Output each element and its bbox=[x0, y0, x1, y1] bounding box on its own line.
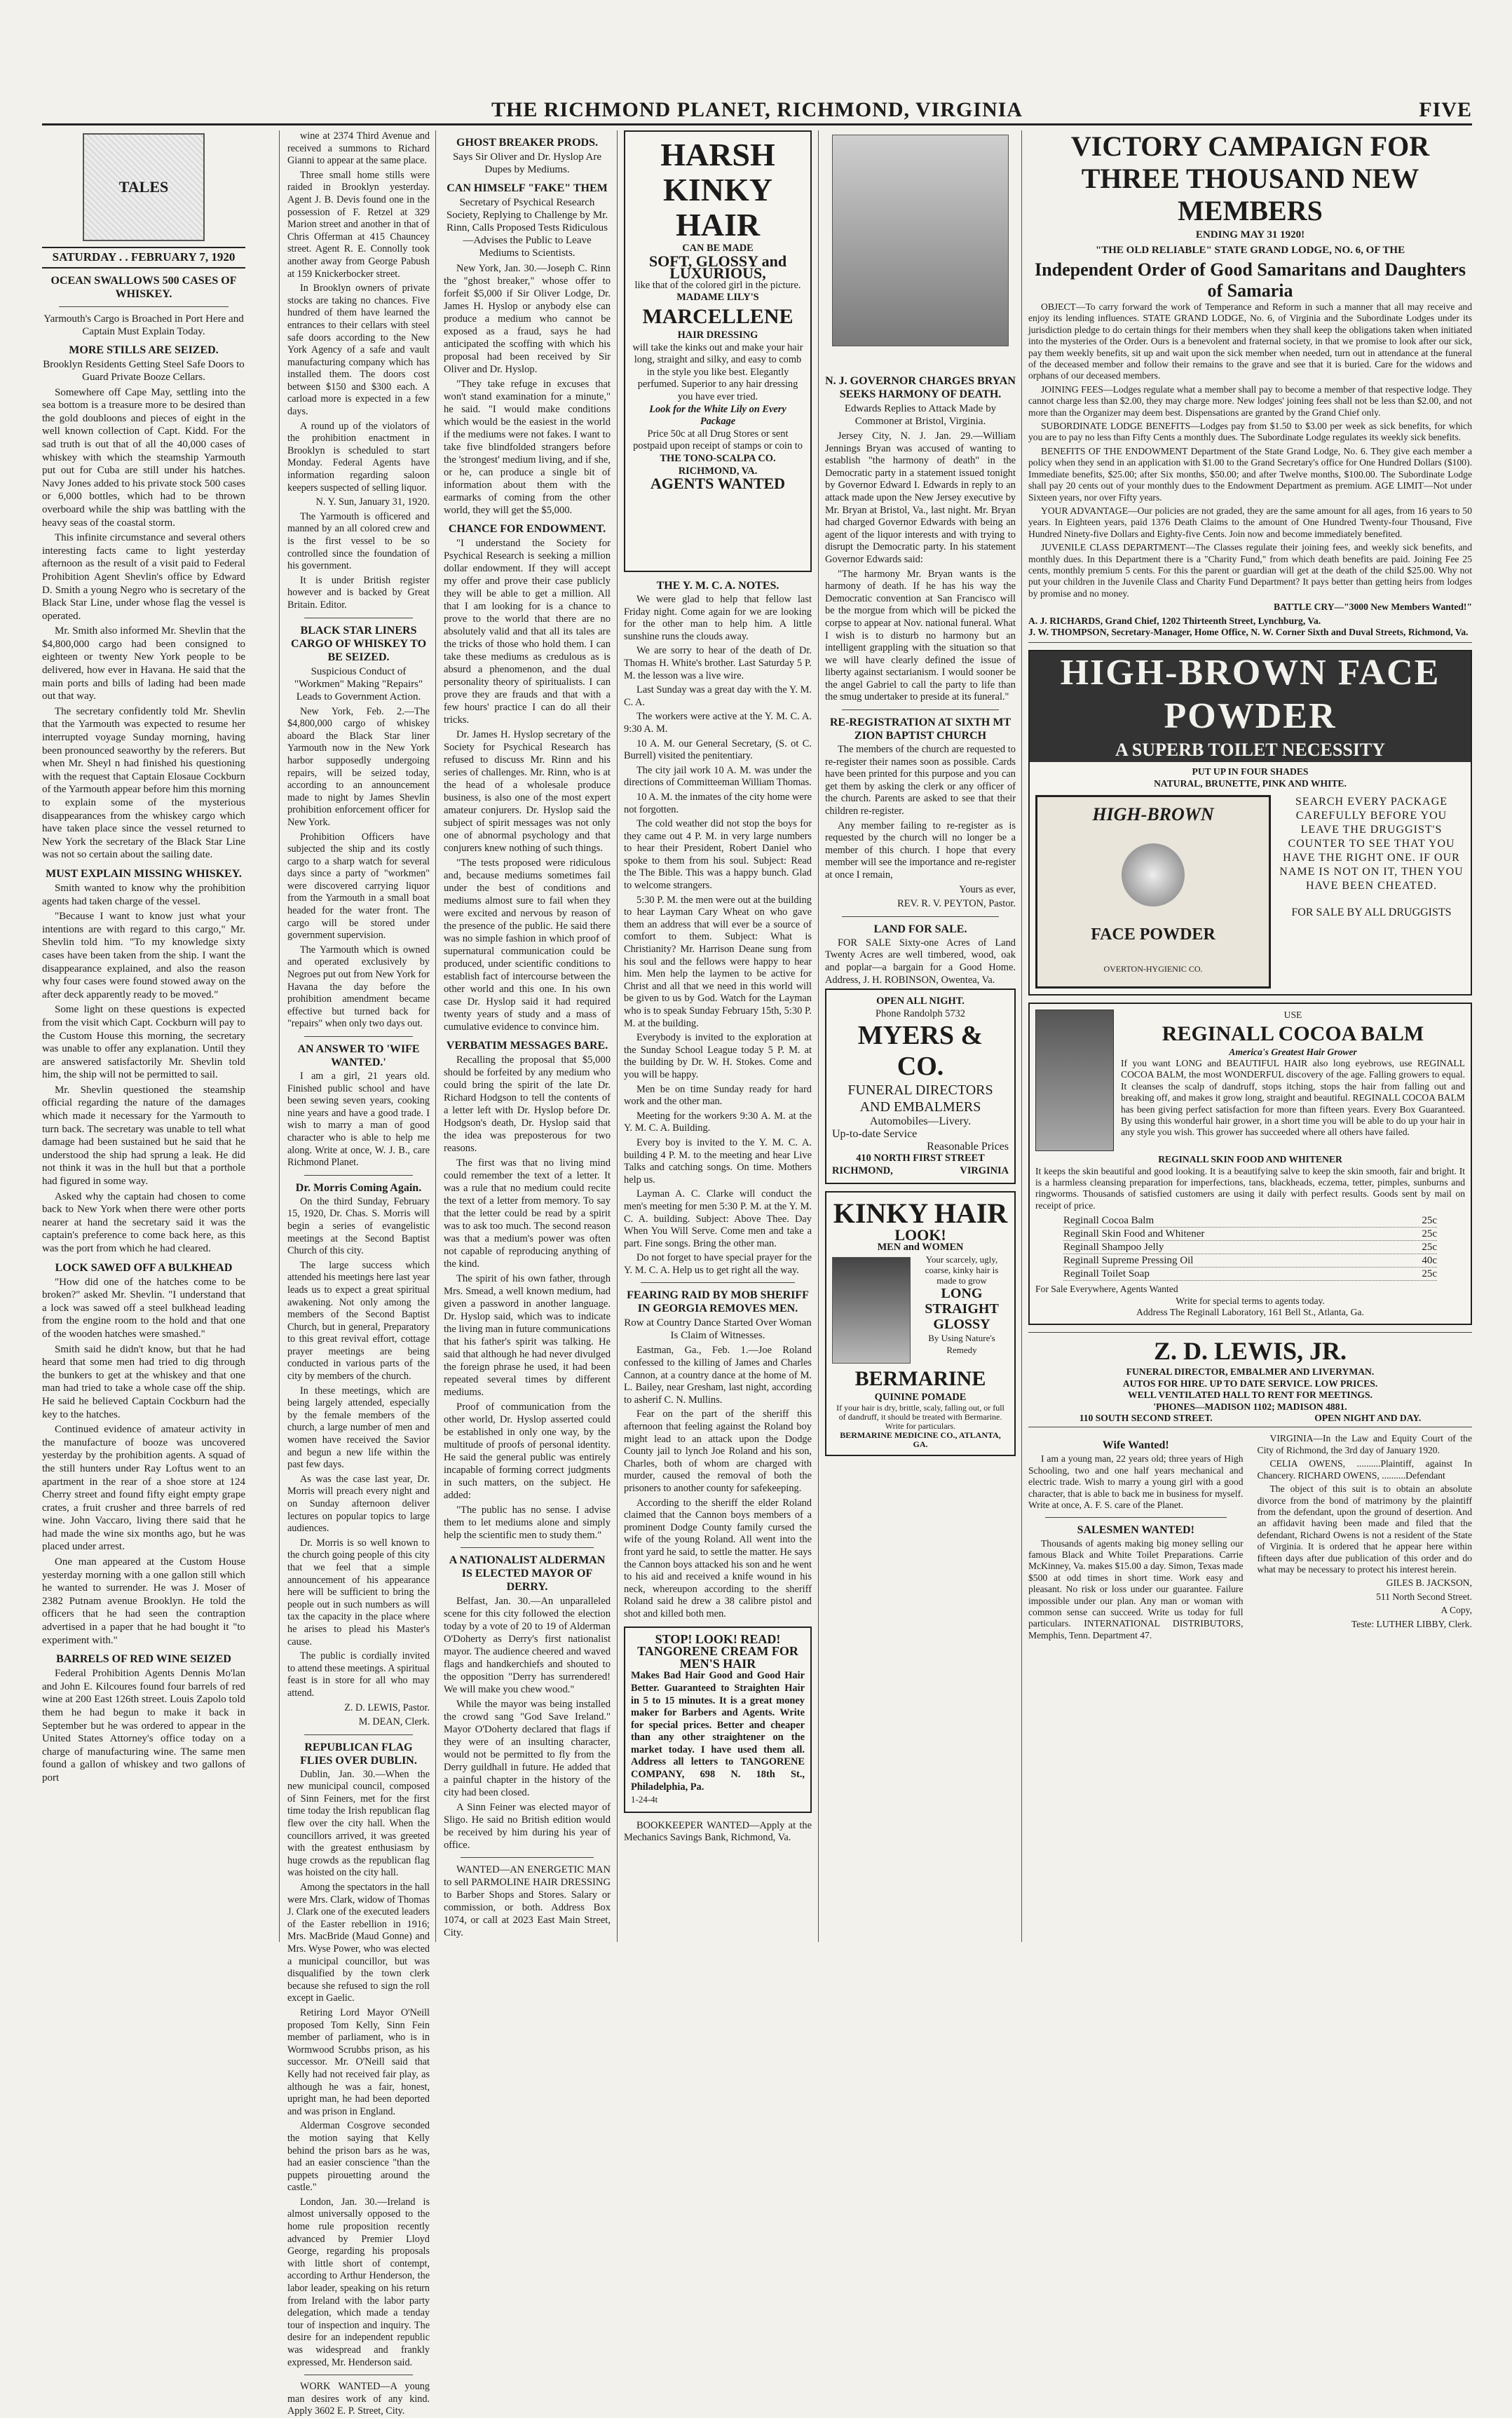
price-item: Reginall Skin Food and Whitener bbox=[1063, 1228, 1205, 1240]
signer: J. W. THOMPSON, Secretary-Manager, Home Office, N. W. Corner Sixth and Duval Streets, Richmond, Va. bbox=[1028, 626, 1469, 637]
box-label-company: OVERTON-HYGIENIC CO. bbox=[1103, 964, 1203, 974]
paragraph: On the third Sunday, February 15, 1920, Dr. Chas. S. Morris will begin a series of evangelistic meetings at the Second Baptist Church of this city. bbox=[287, 1195, 430, 1257]
ad-line: Price 50c at all Drug Stores or sent postpaid upon receipt of stamps or coin to bbox=[633, 428, 803, 452]
column-1 bbox=[42, 130, 245, 1932]
paragraph: The large success which attended his meetings here last year leads us to expect a great spiritual awakening. Not only among the members of the Second Baptist Church, but in general, Preparatory to this great revival effort, cottage prayer meetings are being conducted in various parts of the city by members of the church. bbox=[287, 1259, 430, 1383]
paragraph: BENEFITS OF THE ENDOWMENT Department of the State Grand Lodge, No. 6. They give each member a policy when they send in an application with $1.00 to the Grand Secretary's office for One Hundred Dollars ($100). Immediate benefits, $25.00; after Six months, $50.00; and after Twelve months, $100.00. The Subordinate Lodge shall pay 20 cents out of your monthly dues to the Endowment Department as premium. AGE LIMIT—Not under Sixteen years, nor over Fifty years. bbox=[1028, 445, 1472, 503]
price-row bbox=[1063, 1228, 1437, 1241]
paragraph: JUVENILE CLASS DEPARTMENT—The Classes regulate their joining fees, and weekly sick benefits, and monthly dues. In this Department there is a "Charity Fund," from which death benefits are paid. Joining Fee 25 cents, monthly premium 5 cents. For this the parent or guardian will get at the death of the child $25.00. Why not put your children in the Juvenile Class and Charity Fund Department? It pays better than getting heirs from lodges by promise and no money. bbox=[1028, 542, 1472, 599]
long-hair-woman-image bbox=[1035, 1010, 1114, 1151]
paragraph: Mr. Smith also informed Mr. Shevlin that the $4,800,000 cargo had been consigned to eighteen or twenty New York people to be delivered, how ever in Havana. He said that the main ports and bills of lading had been made out that way. bbox=[42, 625, 245, 702]
paragraph: The cold weather did not stop the boys for they came out 4 P. M. in very large numbers to hear their President, Robert Daniel who spoke to them from his soul. Subject: Read the The Bible. This was a happy bunch. Glad to welcome strangers. bbox=[624, 818, 812, 892]
paragraph: Recalling the proposal that $5,000 should be forfeited by any medium who could bring the spirit of the late Dr. Richard Hodgson to tell the contents of a letter left with Dr. Hyslop before Dr. Hodgson's death, Dr. Hyslop said that the idea was preposterous for two reasons. bbox=[444, 1054, 611, 1154]
ad-line: Reasonable Prices bbox=[927, 1140, 1009, 1153]
ad-line: MEN and WOMEN bbox=[877, 1241, 964, 1253]
column-6 bbox=[1028, 130, 1472, 1932]
ad-line: RICHMOND, VA. bbox=[678, 465, 758, 477]
classified-ad: FOR SALE Sixty-one Acres of Land Twenty Acres are well timbered, wood, oak and poplar—a bargain for a Good Home. Address, J. H. ROBINSON, Owentea, Va. bbox=[825, 937, 1016, 986]
paragraph: "How did one of the hatches come to be broken?" asked Mr. Shevlin. "I understand that a lock was sawed off a steel bulkhead leading from the engine room to the hold and that one of the wooden hatches were smashed." bbox=[42, 1276, 245, 1340]
signature: M. DEAN, Clerk. bbox=[358, 1716, 430, 1728]
paragraph: In Brooklyn owners of private stocks are taking no chances. Five hundred of them have learned the entrances to their cellars with steel safe doors according to the New York Agency of a safe and vault manufacturing company which has installed them. The doors cost between $150 and $300 each. A carload more is expected in a few days. bbox=[287, 283, 430, 418]
paragraph: Any member failing to re-register as is requested by the church will no longer be a member of this church. I hope that every member will see the importance and re-register at once I remain, bbox=[825, 820, 1016, 881]
subheadline: CAN HIMSELF "FAKE" THEM bbox=[447, 182, 608, 194]
price-item: Reginall Cocoa Balm bbox=[1063, 1215, 1155, 1227]
paragraph: Dr. James H. Hyslop secretary of the Society for Psychical Research has refused to discuss Mr. Rinn and his series of challenges. Mr. Rinn, who is at the head of a wholesale produce business, is also one of the most expert amateur conjurers. Dr. Hyslop said the subject of spirit messages was not only one of abnormal psychology and that conjurers knew nothing of such things. bbox=[444, 729, 611, 854]
paragraph: It is under British register however and is backed by Great Britain. Editor. bbox=[287, 574, 430, 611]
banner-organization: Independent Order of Good Samaritans and Daughters of Samaria bbox=[1035, 259, 1466, 301]
headline: OCEAN SWALLOWS 500 CASES OF WHISKEY. bbox=[50, 274, 237, 300]
headline: AN ANSWER TO 'WIFE WANTED.' bbox=[297, 1043, 420, 1068]
battle-cry: BATTLE CRY—"3000 New Members Wanted!" bbox=[1274, 602, 1472, 613]
ad-line: OPEN NIGHT AND DAY. bbox=[1314, 1413, 1422, 1424]
classified-ad: BOOKKEEPER WANTED—Apply at the Mechanics Savings Bank, Richmond, Va. bbox=[624, 1819, 812, 1844]
paragraph: I am a girl, 21 years old. Finished public school and have been sewing seven years, cooking nine years and have a good trade. I wish to marry a man of good character who is able to help me along. Write at once, W. J. B., care Richmond Planet. bbox=[287, 1071, 430, 1169]
paragraph: "The harmony Mr. Bryan wants is the harmony of death. If he has his way the Democratic convention at San Francisco will be the morgue from which will be picked the corpse to appear at Nov. national funeral. What I wish is to disturb no harmony but an intelligent grappling with the situation so that we will have clearly defined the issue of liberty against sectarianism. I would sooner be the angel Gabriel to call the party to life than the smug undertaker to preside at its funeral." bbox=[825, 568, 1016, 703]
bermarine-hair-ad bbox=[825, 1191, 1016, 1456]
price-item: Reginall Shampoo Jelly bbox=[1063, 1242, 1164, 1254]
woman-portrait-image bbox=[832, 1257, 911, 1364]
box-label-top: HIGH-BROWN bbox=[1092, 803, 1214, 824]
ad-line: BERMARINE MEDICINE CO., ATLANTA, GA. bbox=[840, 1430, 1001, 1450]
tangorene-ad bbox=[624, 1626, 812, 1813]
column-rule bbox=[1021, 130, 1022, 1942]
paragraph: One man appeared at the Custom House yesterday morning with a one gallon still which he wanted to surrender. He was J. Moser of 2382 Putnam avenue Brooklyn. He told the officers that he had seen the contraption advertised in a paper that he had bought it "to experiment with." bbox=[42, 1556, 245, 1646]
paragraph: "The tests proposed were ridiculous and, because mediums sometimes fail under the best of conditions and mediums almost sure to fail when they were excited and nervous by reason of the presence of the public. He said there was no simple fashion in which proof of supernatural communication could be produced, under scientific conditions to establish fact of intercourse between the other world and this one. In his own case Dr. Hyslop said it had required twenty years of study and a mass of cumulative evidence to convince him. bbox=[444, 857, 611, 1033]
subheadline: Says Sir Oliver and Dr. Hyslop Are Dupes by Mediums. bbox=[452, 151, 602, 175]
paragraph: I am a young man, 22 years old; three years of High Schooling, two and one half years mechanical and electric trade. Wish to marry a young girl with a good character, that is able to back me in business for myself. Write at once, A. F. S. care of the Planet. bbox=[1028, 1453, 1244, 1511]
paragraph: Every boy is invited to the Y. M. C. A. building 4 P. M. to the meeting and hear Live Talks and catching songs. On time. Mothers help us. bbox=[624, 1136, 812, 1186]
headline: LAND FOR SALE. bbox=[873, 923, 967, 935]
headline: MUST EXPLAIN MISSING WHISKEY. bbox=[46, 867, 242, 880]
paragraph: The first was that no living mind could remember the text of a letter. It was a rule that no medium could recite the text of a letter from memory. To say that the letter could be read by a spirit was to ask too much. The second reason was that a medium's power was often not capable of reproducing anything of the kind. bbox=[444, 1157, 611, 1270]
headline: N. J. GOVERNOR CHARGES BRYAN SEEKS HARMONY OF DEATH. bbox=[825, 375, 1016, 400]
ad-line: AGENTS WANTED bbox=[650, 475, 786, 493]
ad-warning: SEARCH EVERY PACKAGE CAREFULLY BEFORE YOU LEAVE THE DRUGGIST'S COUNTER TO SEE THAT YOU HAVE THE RIGHT ONE. IF OUR NAME IS NOT ON IT, THEN YOU HAVE BEEN CHEATED. bbox=[1279, 796, 1464, 892]
paragraph: The workers were active at the Y. M. C. A. 9:30 A. M. bbox=[624, 711, 812, 735]
price-item: Reginall Toilet Soap bbox=[1063, 1268, 1150, 1280]
paragraph: Jersey City, N. J. Jan. 29.—William Jennings Bryan was accused of wanting to establish "the harmony of death" in the Democratic party in a statement issued tonight by Governor Edward I. Edwards in reply to an attack made upon the New Jersey executive by Mr. Bryan at Bristol, Va., last night. Mr. Bryan had charged Governor Edwards with being an agent of the liquor interests and with trying to disrupt the Democratic party. In his statement Governor Edwards said: bbox=[825, 430, 1016, 565]
column-rule bbox=[435, 130, 436, 1942]
column-3 bbox=[444, 130, 611, 1938]
ad-line: LONG STRAIGHT GLOSSY bbox=[925, 1285, 999, 1332]
headline: Wife Wanted! bbox=[1102, 1439, 1169, 1452]
banner-line: ENDING MAY 31 1920! bbox=[1195, 229, 1305, 240]
classified-ad: WORK WANTED—A young man desires work of any kind. Apply 3602 E. P. Street, City. bbox=[287, 2381, 430, 2417]
ad-line: Makes Bad Hair Good and Good Hair Better. Guaranteed to Straighten Hair in 5 to 15 minutes. It is a great money maker for Barbers and Agents. Write for special prices. Better and cheaper than any other straightener on the market today. I have used them all. Address all letters to TANGORENE COMPANY, 698 N. 18th St., Philadelphia, Pa. bbox=[631, 1670, 805, 1793]
ad-brand: MARCELLENE bbox=[642, 304, 794, 328]
column-5 bbox=[825, 130, 1016, 1932]
paragraph: Proof of communication from the other world, Dr. Hyslop asserted could be established in only one way, by the multitude of proofs of personal identity. He said the general public was entirely incapable of forming correct judgments in such matters, on the subject. He added: bbox=[444, 1401, 611, 1501]
ad-line: 'PHONES—MADISON 1102; MADISON 4881. bbox=[1153, 1401, 1347, 1412]
paragraph: Fear on the part of the sheriff this afternoon that feeling against the Roland boy might lead to an attack upon the Dodge County jail to lynch Joe Roland and his son, Charles, both of whom are charged with murder, caused the removal of both the prisoners to another county for safekeeping. bbox=[624, 1408, 812, 1494]
ad-brand: BERMARINE bbox=[854, 1366, 986, 1390]
paragraph: OBJECT—To carry forward the work of Temperance and Reform in such a manner that all may receive and enjoy its lending influences. STATE GRAND LODGE, No. 6, of Virginia and the Subordinate Lodges under its jurisdiction pledge to do certain things for their members when they shall keep the obligations taken when initiated into the mysteries of the Order. Ours is a benevolent and fraternal society, in that we promise to look after our sick, pay them weekly benefits, sit up and wait upon the sick member when needed, turn out in attendance at the funeral of the deceased member and follow their remains to the grave and see that it is buried. Care for the widows and orphans of our deceased members. bbox=[1028, 301, 1472, 381]
high-brown-face-powder-ad bbox=[1028, 650, 1472, 996]
ad-line: PUT UP IN FOUR SHADES bbox=[1192, 766, 1309, 777]
ad-line: By Using Nature's Remedy bbox=[928, 1332, 995, 1356]
paragraph: As was the case last year, Dr. Morris will preach every night and on Sunday afternoon deliver lectures on popular topics to large audiences. bbox=[287, 1473, 430, 1535]
paragraph: Thousands of agents making big money selling our famous Black and White Toilet Preparations. Carrie McKinney, Va. makes $15.00 a day. Simon, Texas made $500 at odd times in short time. Work easy and pleasant. No risk or loss under our guarantee. Failure impossible under our plan. Any man or woman with common sense can succeed. Write us today for full particulars. INTERNATIONAL DISTRIBUTORS, Memphis, Tenn. Department 47. bbox=[1028, 1537, 1244, 1641]
ad-title: REGINALL COCOA BALM bbox=[1162, 1021, 1424, 1045]
paragraph: Smith said he didn't know, but that he had heard that some men had tried to dig through the bunkers to get at the whiskey and that one man had tried to take a whole case off the ship. He said he believed Captain Cockburn had the key to the hatches. bbox=[42, 1343, 245, 1420]
headline: CHANCE FOR ENDOWMENT. bbox=[448, 523, 606, 535]
page-number: FIVE bbox=[1419, 98, 1472, 121]
column-2 bbox=[287, 130, 430, 2417]
paragraph: Alderman Cosgrove seconded the motion saying that Kelly behind the prison bars as he was, had an easier conscience "than the puppets pirouetting around the castle." bbox=[287, 2120, 430, 2194]
ad-line: Write for special terms to agents today. bbox=[1176, 1295, 1325, 1306]
reginall-cocoa-balm-ad bbox=[1028, 1003, 1472, 1325]
paragraph: Last Sunday was a great day with the Y. M. C. A. bbox=[624, 684, 812, 708]
paragraph: The object of this suit is to obtain an absolute divorce from the bond of matrimony by the plaintiff from the defendant, upon the ground of desertion. And an affidavit having been made and filed that the defendant, Richard Owens is not a resident of the State of Virginia. It is ordered that he appear here within fifteen days after due publication of this order and do what may be necessary to protect his interest herein. bbox=[1257, 1483, 1472, 1575]
signature: 511 North Second Street. bbox=[1376, 1591, 1472, 1602]
paragraph: VIRGINIA—In the Law and Equity Court of the City of Richmond, the 3rd day of January 1920. bbox=[1257, 1433, 1472, 1455]
ad-line: QUININE POMADE bbox=[874, 1391, 967, 1403]
subheadline: Suspicious Conduct of "Workmen" Making "Repairs" Leads to Government Action. bbox=[294, 665, 423, 702]
paragraph: Dublin, Jan. 30.—When the new municipal council, composed of Sinn Feiners, met for the first time today the Irish republican flag flew over the city hall. When the councillors arrived, it was greeted with the greatest enthusiasm by huge crowds as the republican flag was hoisted on the city hall. bbox=[287, 1768, 430, 1879]
lodge-building-illustration bbox=[832, 135, 1009, 346]
price-row bbox=[1063, 1254, 1437, 1268]
price-value: 25c bbox=[1422, 1268, 1437, 1280]
ad-title: MYERS & CO. bbox=[857, 1021, 983, 1082]
headline: REPUBLICAN FLAG FLIES OVER DUBLIN. bbox=[300, 1741, 417, 1767]
issue-date: SATURDAY . . FEBRUARY 7, 1920 bbox=[42, 247, 245, 269]
ad-line: Address The Reginall Laboratory, 161 Bell St., Atlanta, Ga. bbox=[1136, 1307, 1364, 1318]
ad-line: THE TONO-SCALPA CO. bbox=[660, 452, 776, 464]
paragraph: Everybody is invited to the exploration at the Sunday School League today 5 P. M. at the building by Dr. W. H. Stokes. Come and you will be happy. bbox=[624, 1032, 812, 1080]
ad-line: Your scarcely, ugly, coarse, kinky hair is made to grow bbox=[925, 1254, 999, 1286]
ad-line: will take the kinks out and make your hair long, straight and silky, and easy to comb in the style you like best. Elegantly perfumed. Superior to any hair dressing you have ever tried. bbox=[632, 341, 803, 402]
column-4 bbox=[624, 130, 812, 1932]
paragraph: Men be on time Sunday ready for hard work and the other man. bbox=[624, 1083, 812, 1108]
ad-line: USE bbox=[1283, 1010, 1302, 1021]
headline: GHOST BREAKER PRODS. bbox=[456, 137, 598, 149]
column-logo-image: TALES bbox=[83, 133, 205, 241]
headline: SALESMEN WANTED! bbox=[1077, 1523, 1194, 1536]
paragraph: "Because I want to know just what your intentions are with regard to this cargo," Mr. Shevlin told him. "To my knowledge sixty cases have been taken from the ship. I want the disappearance explained, and also the reason why four cases were found stowed away on the after deck apparently ready to be moved." bbox=[42, 911, 245, 1000]
ad-line: CAN BE MADE bbox=[682, 243, 754, 254]
column-rule bbox=[617, 130, 618, 1942]
ad-body: If you want LONG and BEAUTIFUL HAIR also long eyebrows, use REGINALL COCOA BALM, the most WONDERFUL discovery of the age. Falling growers to equal. It cleanses the scalp of dandruff, stops itching, stops the hair from falling out and breaking off, and makes it grow long, straight and beautiful. REGINALL COCOA BALM has been giving perfect satisfaction for more than fifteen years. Every Box Guaranteed. By using this wonderful hair grower, in a short time you will be able to do up your hair in any style you wish. This grower has succeeded where all others have failed. bbox=[1121, 1058, 1465, 1138]
paragraph: Retiring Lord Mayor O'Neill proposed Tom Kelly, Sinn Fein member of parliament, who is in Wormwood Scrubbs prison, as his successor. Mr. O'Neill said that Kelly had not received fair play, as although he was a fair, honest, upright man, he had been deported and was prison in England. bbox=[287, 2006, 430, 2117]
ad-line: 410 NORTH FIRST STREET bbox=[856, 1153, 985, 1164]
ad-title: TANGORENE CREAM FOR MEN'S HAIR bbox=[637, 1644, 798, 1671]
ad-line: If your hair is dry, brittle, scaly, falling out, or full of dandruff, it should be treated with Bermarine. Write for particulars. bbox=[836, 1403, 1004, 1432]
newspaper-title: THE RICHMOND PLANET, RICHMOND, VIRGINIA bbox=[491, 98, 1023, 121]
box-label-bottom: FACE POWDER bbox=[1091, 925, 1215, 944]
ad-line: Look for the White Lily on Every Package bbox=[649, 403, 786, 428]
subheadline: Edwards Replies to Attack Made by Commoner at Bristol, Virginia. bbox=[844, 403, 997, 427]
z-d-lewis-ad bbox=[1028, 1332, 1472, 1427]
ad-line: HAIR DRESSING bbox=[677, 329, 758, 341]
paragraph: "The public has no sense. I advise them to let mediums alone and simply help the scientific men to study them." bbox=[444, 1505, 611, 1541]
paragraph: Layman A. C. Clarke will conduct the men's meeting for men 5:30 P. M. at the Y. M. C. A. building. Subject: Above Thee. Day When You Will Serve. Come men and take a part. Fine songs. Bring the other man. bbox=[624, 1188, 812, 1249]
ad-line: RICHMOND, bbox=[832, 1164, 893, 1176]
ad-line: FOR SALE BY ALL DRUGGISTS bbox=[1291, 906, 1452, 919]
price-list bbox=[1063, 1214, 1437, 1281]
column-rule bbox=[818, 130, 819, 1942]
paragraph: A round up of the violators of the prohibition enactment in Brooklyn is scheduled to start Monday. Federal Agents have information regarding saloon keepers suspected of selling liquor. bbox=[287, 420, 430, 494]
masthead bbox=[42, 98, 1472, 125]
paragraph: 10 A. M. the inmates of the city home were not forgotten. bbox=[624, 791, 812, 815]
paragraph: Federal Prohibition Agents Dennis Mo'lan and John E. Kilcoures found four barrels of red wine at 200 East 126th street. Louis Zapolo told them he had begun to make it back in September but he was ordered to appear in the United States Attorney's office today on a charge of manufacturing wine. The same men found a gallon of whiskey and two gallons of port bbox=[42, 1668, 245, 1784]
headline: BARRELS OF RED WINE SEIZED bbox=[56, 1653, 231, 1666]
signature: Yours as ever, bbox=[959, 883, 1016, 895]
paragraph: Belfast, Jan. 30.—An unparalleled scene for this city followed the election today by a vote of 20 to 19 of Alderman O'Doherty as Derry's first nationalist mayor. The audience cheered and waved flags and handkerchiefs and shouted to the opposition "Derry has surrendered! We will make you chew wood." bbox=[444, 1596, 611, 1695]
paragraph: wine at 2374 Third Avenue and received a summons to Richard Gianni to appear at the same place. bbox=[287, 130, 430, 167]
subheadline: Brooklyn Residents Getting Steel Safe Doors to Guard Private Booze Cellars. bbox=[43, 358, 245, 383]
byline: N. Y. Sun, January 31, 1920. bbox=[315, 496, 430, 508]
paragraph: The members of the church are requested to re-register their names soon as possible. Cards have been printed for this purpose and you can get them by asking the clerk or any officer of the church. Parents are asked to see that their children re-register. bbox=[825, 744, 1016, 817]
paragraph: 5:30 P. M. the men were out at the building to hear Layman Cary Wheat on who gave them an address that will ever be a source of comfort to them. Subject: What is Christianity? Mr. Harrison Deane sung from his soul and the fellows were happy to hear him. Men help the laymen to be active for Christ and all that we need in this world will be given to us by God. Watch for the Layman who is to speak Sunday February 15th, 5:30 P. M. at the building. bbox=[624, 894, 812, 1029]
ad-subtitle: REGINALL SKIN FOOD AND WHITENER bbox=[1158, 1154, 1342, 1165]
paragraph: New York, Feb. 2.—The $4,800,000 cargo of whiskey aboard the Black Star liner Yarmouth now in the New York harbor supposedly undergoing repairs, will be seized today, according to an announcement made to night by James Shevlin prohibition enforcement officer for New York. bbox=[287, 705, 430, 828]
banner-line: "THE OLD RELIABLE" STATE GRAND LODGE, NO. 6, OF THE bbox=[1095, 245, 1405, 256]
paragraph: Prohibition Officers have subjected the ship and its costly cargo to a sharp watch for several days since a party of "workmen" were discovered carrying liquor from the Yarmouth in a small boat headed for the water front. The cargo will be stored under government supervision. bbox=[287, 831, 430, 942]
paragraph: "I understand the Society for Psychical Research is seeking a million dollar endowment. If they will accept my offer and prove their case publicly they will be able to get a million. All that I am looking for is a chance to prove to the world that there are no absolutely valid and that all its tales are the tricks of those who hold them. I can take these mediums as credulous as is absurd a phenomenon, and the dual personality theory of spiritualists. I can prove they are frauds and that with a few hours' practice I can do all their tricks. bbox=[444, 538, 611, 726]
paragraph: The public is cordially invited to attend these meetings. A spiritual feast is in store for all who may attend. bbox=[287, 1650, 430, 1699]
paragraph: Eastman, Ga., Feb. 1.—Joe Roland confessed to the killing of James and Charles Cannon, at a country dance at the home of M. L. Bailey, near Gresham, last night, according to asherif C. N. Mullins. bbox=[624, 1345, 812, 1406]
headline: LOCK SAWED OFF A BULKHEAD bbox=[55, 1261, 233, 1274]
ad-code: 1-24-4t bbox=[631, 1794, 658, 1805]
signature: GILES B. JACKSON, bbox=[1386, 1577, 1472, 1589]
ad-title: HARSH KINKY HAIR bbox=[660, 137, 775, 243]
ad-line: OPEN ALL NIGHT. bbox=[876, 996, 965, 1007]
paragraph: The spirit of his own father, through Mrs. Smead, a well known medium, had given a password in another language. Dr. Hyslop said, which was to indicate the living man in future communications that his father's spirit was talking. He said that although he had never divulged the foreign phrase he used, it had been repeated several times by different mediums. bbox=[444, 1273, 611, 1398]
paragraph: According to the sheriff the elder Roland claimed that the Cannon boys members of a prominent Dodge County family cursed the wife of the young Roland. All went into the front yard he said, to settle the matter. He says the Cannon boys attacked his son and he went to his aid and received a knife wound in his neck, whereupon according to the sheriff Roland said he drew a 38 calibre pistol and shot and killed both men. bbox=[624, 1497, 812, 1619]
subheadline: Secretary of Psychical Research Society, Replying to Challenge by Mr. Rinn, Calls Proposed Tests Ridiculous—Advises the Public to Leave Mediums to Scientists. bbox=[446, 197, 608, 259]
ad-title: HIGH-BROWN FACE POWDER bbox=[1030, 651, 1471, 738]
signer: A. J. RICHARDS, Grand Chief, 1202 Thirteenth Street, Lynchburg, Va. bbox=[1028, 615, 1321, 626]
paragraph: YOUR ADVANTAGE—Our policies are not graded, they are the same amount for all ages, from 16 years to 50 years. In Eighteen years, paid 1376 Death Claims to the amount of One Hundred Twenty-four Thousand, Five Hundred Ninety-five Dollars and Eighty-five Cents. Join now and become immediately benefited. bbox=[1028, 505, 1472, 539]
paragraph: Mr. Shevlin questioned the steamship official regarding the nature of the damages which made it necessary for the Yarmouth to turn back. The secretary was unable to tell what damage had been sustained but he said that he understood the ship had sprung a leak. He did not think it was in the hull but that a porthole had figured in some way. bbox=[42, 1084, 245, 1188]
paragraph: We were glad to help that fellow last Friday night. Come again for we are looking for the other man to help him. A little sunshine runs the clouds away. bbox=[624, 594, 812, 642]
ad-line: For Sale Everywhere, Agents Wanted bbox=[1035, 1284, 1178, 1295]
price-row bbox=[1063, 1214, 1437, 1228]
good-samaritans-banner bbox=[1028, 130, 1472, 643]
ad-line: Automobiles—Livery. bbox=[869, 1115, 972, 1128]
subheadline: Yarmouth's Cargo is Broached in Port Here and Captain Must Explain Today. bbox=[43, 313, 244, 337]
price-value: 25c bbox=[1422, 1228, 1437, 1240]
paragraph: Dr. Morris is so well known to the church going people of this city that we feel that a simple announcement of his appearance here will be sufficient to bring the people out in such numbers as will tax the capacity in the place where he arises to plead his Master's cause. bbox=[287, 1537, 430, 1648]
headline: VERBATIM MESSAGES BARE. bbox=[446, 1040, 608, 1052]
ad-line: NATURAL, BRUNETTE, PINK AND WHITE. bbox=[1154, 777, 1347, 789]
headline: RE-REGISTRATION AT SIXTH MT ZION BAPTIST CHURCH bbox=[829, 716, 1012, 742]
price-value: 40c bbox=[1422, 1255, 1437, 1267]
paragraph: The secretary confidently told Mr. Shevlin that the Yarmouth was expected to resume her interrupted voyage Sunday morning, having been pronounced seaworthy by the referers. But when Mr. Sheyl n had finished his questioning with the request that Captain Elosaue Cockburn of the Yarmouth appear before him this morning to explain some of the mysterious disappearances from the whiskey cargo which have taken place since the vessel returned to New York the secretary of the Black Star Line was not so certain about the sailing date. bbox=[42, 705, 245, 861]
marcellene-hair-ad bbox=[624, 130, 812, 572]
ad-line: VIRGINIA bbox=[960, 1164, 1009, 1176]
headline: Dr. Morris Coming Again. bbox=[295, 1181, 422, 1194]
signature: Z. D. LEWIS, Pastor. bbox=[344, 1702, 430, 1713]
paragraph: Smith wanted to know why the prohibition agents had taken charge of the vessel. bbox=[42, 882, 245, 907]
ad-body: It keeps the skin beautiful and good looking. It is a beautifying salve to keep the skin smooth, fair and bright. It is a harmless cleansing preparation for imperfections, tans, blackheads, eczema, tetter, pimples, sunburns and ringworms. Thousands of satisfied customers are using it daily with perfect results. Goods sent by mail on receipt of price. bbox=[1035, 1165, 1465, 1211]
price-item: Reginall Supreme Pressing Oil bbox=[1063, 1255, 1194, 1267]
paragraph: This infinite circumstance and several others interesting facts came to light yesterday afternoon as the result of a visit paid to Federal Prohibition Agent Shevlin's office by Edward D. Smith a young Negro who is secretary of the Black Star Line, under whose flag the vessel is operated. bbox=[42, 532, 245, 622]
ad-line: FUNERAL DIRECTORS AND EMBALMERS bbox=[847, 1082, 993, 1115]
paragraph: The city jail work 10 A. M. was under the directions of Committeeman William Thomas. bbox=[624, 764, 812, 789]
ad-line: SOFT, GLOSSY and LUXURIOUS, bbox=[648, 252, 787, 283]
subheadline: MORE STILLS ARE SEIZED. bbox=[69, 344, 219, 356]
ad-subtitle: America's Greatest Hair Grower bbox=[1229, 1046, 1357, 1057]
headline: BLACK STAR LINERS CARGO OF WHISKEY TO BE SEIZED. bbox=[290, 624, 427, 663]
signature: A Copy, bbox=[1441, 1605, 1472, 1616]
price-row bbox=[1063, 1241, 1437, 1254]
paragraph: "They take refuge in excuses that won't stand examination for a minute," he said. "I would make conditions which would be the easiest in the world if the mediums were not fakes. I want to take five blindfolded strangers before the 'strongest' medium living, and if she, or he, can produce a single bit of information about them with the earmarks of coming from the other world, they will get the $5,000. bbox=[444, 379, 611, 516]
paragraph: The Yarmouth is officered and manned by an all colored crew and is the first vessel to be so controlled since the foundation of his government. bbox=[287, 510, 430, 572]
powder-box-illustration bbox=[1035, 795, 1271, 989]
signature: REV. R. V. PEYTON, Pastor. bbox=[897, 898, 1016, 910]
price-value: 25c bbox=[1422, 1215, 1437, 1227]
paragraph: Among the spectators in the hall were Mrs. Clark, widow of Thomas J. Clark one of the executed leaders of the Easter rebellion in 1916; Mrs. MacBride (Maud Gonne) and Mrs. Wyse Power, who was elected a municipal councillor, but was disqualified by the town clerk because she refused to sign the roll except in Gaelic. bbox=[287, 1882, 430, 2004]
myers-funeral-ad bbox=[825, 989, 1016, 1184]
ad-line: AUTOS FOR HIRE. UP TO DATE SERVICE. LOW PRICES. bbox=[1122, 1378, 1378, 1389]
signature: Teste: LUTHER LIBBY, Clerk. bbox=[1351, 1618, 1472, 1629]
ad-line: like that of the colored girl in the picture. bbox=[634, 279, 801, 291]
banner-title: VICTORY CAMPAIGN FOR THREE THOUSAND NEW MEMBERS bbox=[1070, 130, 1430, 226]
column-rule bbox=[279, 130, 280, 1942]
ad-line: FUNERAL DIRECTOR, EMBALMER AND LIVERYMAN. bbox=[1126, 1366, 1375, 1378]
paragraph: New York, Jan. 30.—Joseph C. Rinn the "ghost breaker," whose offer to forfeit $5,000 if Sir Oliver Lodge, Dr. James H. Hyslop or anybody else can produce a medium who cannot be exposed as a fraud, says he had anticipated the scoffing with which his proposal had been received by Sir Oliver and Dr. Hyslop. bbox=[444, 263, 611, 375]
paragraph: Meeting for the workers 9:30 A. M. at the Y. M. C. A. Building. bbox=[624, 1110, 812, 1134]
headline: A NATIONALIST ALDERMAN IS ELECTED MAYOR OF DERRY. bbox=[449, 1554, 606, 1593]
paragraph: Some light on these questions is expected from the visit which Capt. Cockburn will pay to the Custom House this morning, the secretary was unable to offer any explanation. Until they are answered satisfactorily Mr. Shevlin told him, the ship will not be permitted to sail. bbox=[42, 1004, 245, 1081]
paragraph: London, Jan. 30.—Ireland is almost universally opposed to the home rule proposition recently advanced by Premier Lloyd George, regarding his proposals with little short of contempt, according to Arthur Henderson, the labor leader, speaking on his return from Ireland with the labor party delegation, which made a tenday tour of inspection and inquiry. The desire for an independent republic was widespread and frankly expressed, Mr. Henderson said. bbox=[287, 2196, 430, 2368]
paragraph: 10 A. M. our General Secretary, (S. ot C. Burrell) visited the penitentiary. bbox=[624, 738, 812, 762]
paragraph: SUBORDINATE LODGE BENEFITS—Lodges pay from $1.50 to $3.00 per week as sick benefits, for which you are to pay no less than Fifty Cents a monthly dues. The Subordinate Lodge regulates its weekly sick benefits. bbox=[1028, 421, 1472, 443]
paragraph: We are sorry to hear of the death of Dr. Thomas H. White's brother. Last Saturday 5 P. M. the lesson was a live wire. bbox=[624, 645, 812, 681]
paragraph: Continued evidence of amateur activity in the manufacture of booze was uncovered yesterday by the prohibition agents. A squad of the still hunters under Ray Loftus went to an apartment in the rear of a shoe store at 124 Cherry street and found fifty eight empty grape crates, a fruit crusher and three barrels of red wine. John Vaccaro, living there said that he had made the wine six months ago, but he was placed under arrest. bbox=[42, 1424, 245, 1553]
ad-line: 110 SOUTH SECOND STREET. bbox=[1079, 1413, 1213, 1424]
ad-line: Up-to-date Service bbox=[832, 1127, 918, 1140]
paragraph: Three small home stills were raided in Brooklyn yesterday. Agent J. B. Devis found one in the possession of F. Retzel at 329 Marion street and another in that of Chris Offerman at 415 Chauncey street. Agent R. E. Connolly took another away from George Pabush at 159 Knickerbocker street. bbox=[287, 169, 430, 280]
woman-portrait-image bbox=[1122, 843, 1185, 906]
paragraph: CELIA OWENS, ..........Plaintiff, against In Chancery. RICHARD OWENS, ..........Defendant bbox=[1257, 1458, 1472, 1481]
ad-line: LOOK! bbox=[894, 1226, 946, 1244]
classified-ad: WANTED—AN ENERGETIC MAN to sell PARMOLINE HAIR DRESSING to Barber Shops and Stores. Salary or commission, or both. Address Box 1074, or call at 2023 East Main Street, City. bbox=[444, 1864, 611, 1938]
paragraph: JOINING FEES—Lodges regulate what a member shall pay to become a member of that respective lodge. They cannot charge less than $2.00, they may charge more. New lodges' joining fees shall not be less than $2.00, and not more than the Organizer may deem best. Dispensations are granted by the Grand Chief only. bbox=[1028, 383, 1472, 418]
price-value: 25c bbox=[1422, 1242, 1437, 1254]
paragraph: The Yarmouth which is owned and operated exclusively by Negroes put out from New York for Havana the day before the prohibition amendment became effective but turned back for "repairs" when only two days out. bbox=[287, 944, 430, 1030]
headline: FEARING RAID BY MOB SHERIFF IN GEORGIA REMOVES MEN. bbox=[627, 1289, 809, 1315]
paragraph: A Sinn Feiner was elected mayor of Sligo. He said no British edition would be received by him during his year of office. bbox=[444, 1802, 611, 1851]
ad-line: Phone Randolph 5732 bbox=[876, 1007, 965, 1019]
price-row bbox=[1063, 1268, 1437, 1281]
ad-line: WELL VENTILATED HALL TO RENT FOR MEETINGS. bbox=[1128, 1390, 1373, 1401]
subheadline: Row at Country Dance Started Over Woman Is Claim of Witnesses. bbox=[624, 1317, 812, 1342]
paragraph: Asked why the captain had chosen to come back to New York when there were other ports nearer at hand the secretary said it was the captain's preference to come back here, as this was the port from which he had cleared. bbox=[42, 1190, 245, 1254]
ad-subtitle: A SUPERB TOILET NECESSITY bbox=[1030, 738, 1471, 762]
paragraph: In these meetings, which are being largely attended, especially by the female members of the church, a large number of men and women have received the Savior and begun a new life within the past few days. bbox=[287, 1385, 430, 1471]
ad-line: MADAME LILY'S bbox=[676, 292, 759, 304]
paragraph: While the mayor was being installed the crowd sang "God Save Ireland." Mayor O'Doherty declared that flags if they were of an insulting character, would not be permitted to fly from the Derry guildhall in future. He added that a painful chapter in the history of the city had been closed. bbox=[444, 1699, 611, 1798]
headline: THE Y. M. C. A. NOTES. bbox=[656, 580, 779, 592]
ad-title: Z. D. LEWIS, JR. bbox=[1153, 1337, 1347, 1366]
paragraph: Somewhere off Cape May, settling into the sea bottom is a treasure more to be desired than the gold doubloons and pieces of eight in the well known collection of Capt. Kidd. For the sad truth is out that of all the 40,000 cases of whiskey with which the steamship Yarmouth put out for Cuba are still under his hatches. Navy Jones added to his private stock 500 cases or 6,000 bottles, which had to be thrown overboard while the ship was battling with the heavy seas of the coastal storm. bbox=[42, 386, 245, 529]
paragraph: Do not forget to have special prayer for the Y. M. C. A. Help us to get right all the way. bbox=[624, 1252, 812, 1276]
ad-title: KINKY HAIR bbox=[833, 1197, 1008, 1230]
ad-line: STOP! LOOK! READ! bbox=[655, 1631, 781, 1646]
